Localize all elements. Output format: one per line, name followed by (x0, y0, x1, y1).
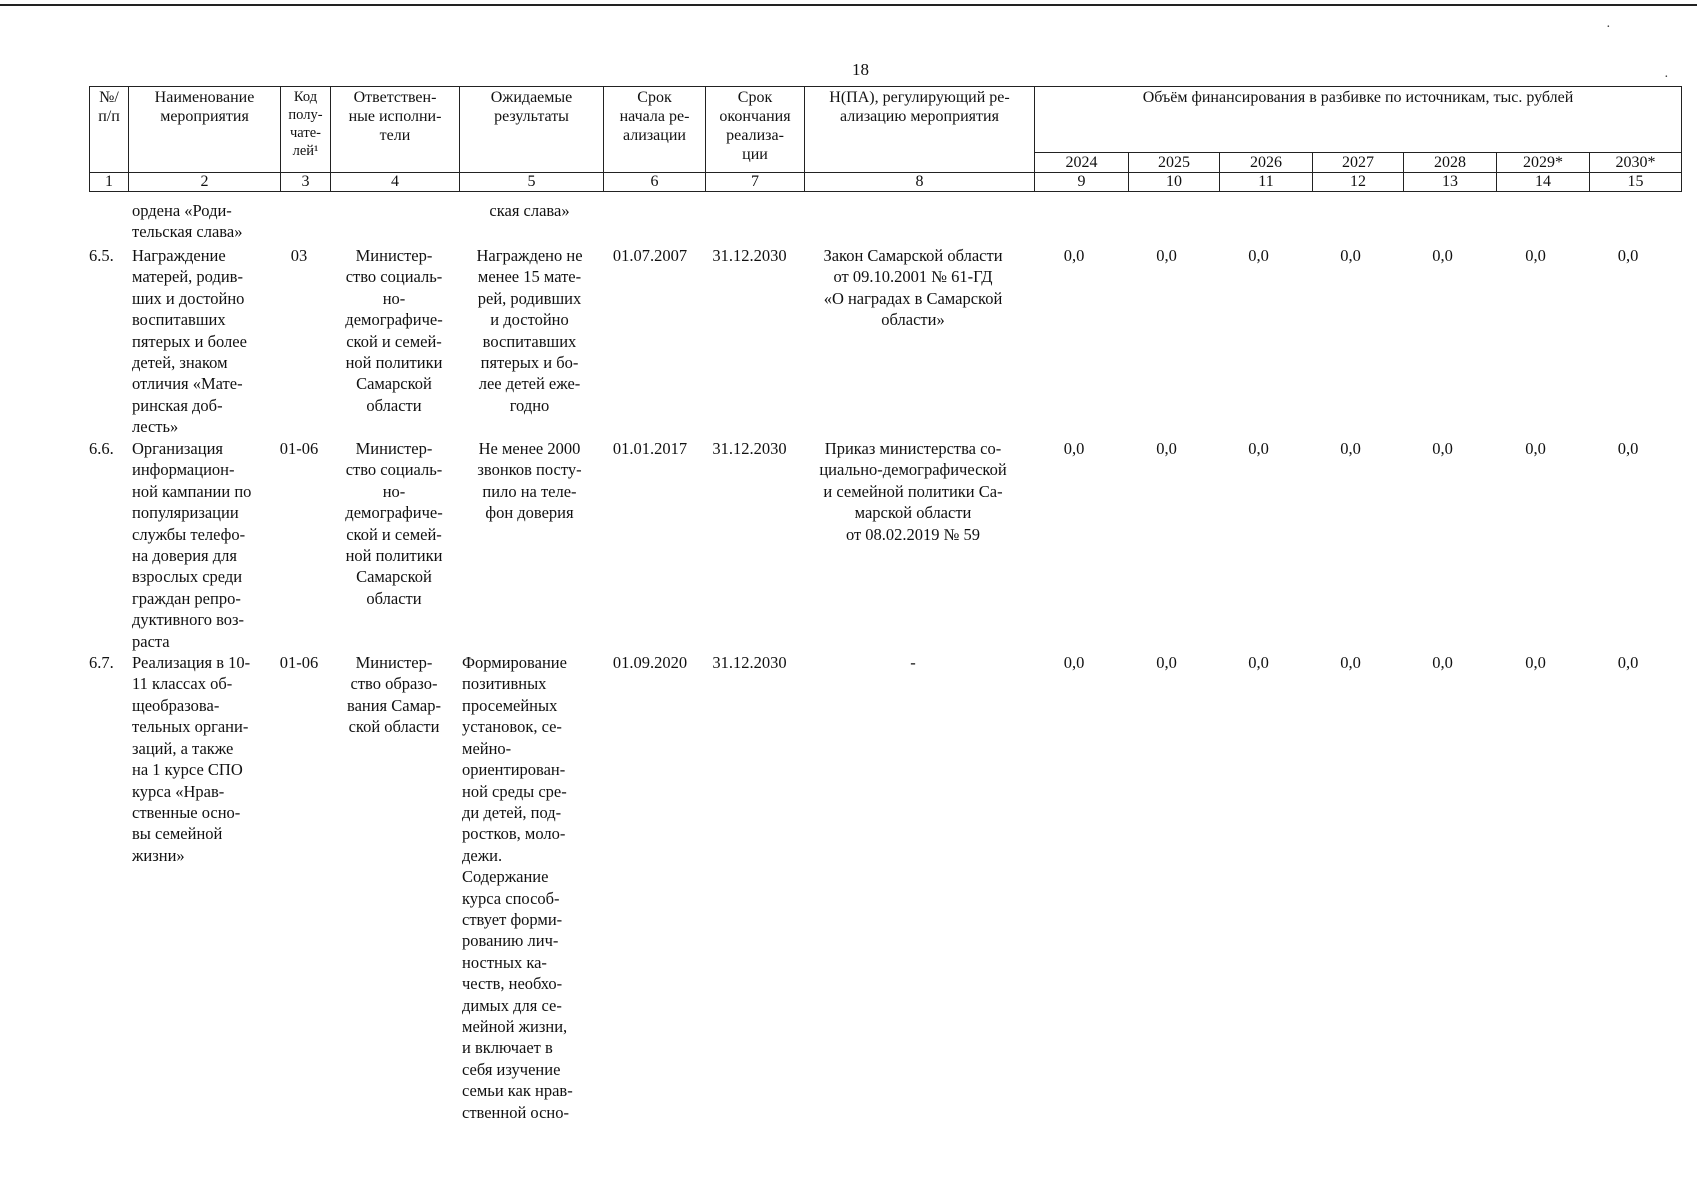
header-npa: Н(ПА), регулирующий ре- ализацию мероприятия (805, 87, 1035, 173)
header-name: Наименование мероприятия (129, 87, 281, 173)
column-number: 2 (129, 173, 281, 192)
column-number: 7 (706, 173, 805, 192)
row-end-date: 31.12.2030 (712, 246, 787, 265)
header-year: 2027 (1313, 153, 1404, 173)
column-number: 15 (1590, 173, 1682, 192)
header-year: 2030* (1590, 153, 1682, 173)
table-row (89, 652, 1674, 1123)
column-number: 10 (1129, 173, 1220, 192)
header-financing: Объём финансирования в разбивке по источникам, тыс. рублей (1035, 87, 1682, 153)
column-number: 12 (1313, 173, 1404, 192)
row-fin-value: 0,0 (1156, 246, 1177, 265)
header-num: №/ п/п (90, 87, 129, 173)
row-code: 01-06 (279, 653, 319, 673)
row-fin-value: 0,0 (1617, 653, 1639, 673)
row-start-date: 01.07.2007 (612, 246, 688, 265)
header-code: Код полу- чате- лей¹ (281, 87, 331, 173)
header-start: Срок начала ре- ализации (604, 87, 706, 173)
row-fin-value: 0,0 (1340, 439, 1361, 458)
table-row (89, 438, 1674, 652)
row-responsible: Министер- ство социаль- но- демографиче- ской и семей- ной политики Самарской области (345, 246, 443, 415)
column-number: 9 (1035, 173, 1129, 192)
table-row (89, 245, 1674, 438)
row-expected: Не менее 2000 звонков посту- пило на теле- фон доверия (477, 439, 582, 523)
table-header (89, 86, 1682, 192)
row-fin-value: 0,0 (1525, 653, 1546, 673)
row-expected: Формирование позитивных просемейных установок, се- мейно- ориентирован- ной среды сре- ди детей, под- ростков, моло- дежи. Содержание курса способ- ствует форми- рованию лич- ностных ка- честв, необхо- димых для се- мейной жизни, и включает в себя изучение семьи как нрав- ственной осно- (462, 653, 573, 1122)
column-number: 4 (331, 173, 460, 192)
column-number: 14 (1497, 173, 1590, 192)
scan-speck: · (1606, 20, 1611, 35)
column-number: 8 (805, 173, 1035, 192)
row-expected: Награждено не менее 15 мате- рей, родивших и достойно воспитавших пятерых и бо- лее детей еже- годно (476, 246, 583, 415)
row-fin-value: 0,0 (1248, 246, 1269, 265)
row-code: 01-06 (279, 439, 319, 458)
row-fin-value: 0,0 (1248, 653, 1269, 673)
row-fin-value: 0,0 (1156, 653, 1177, 673)
row-number: 6.6. (89, 439, 114, 458)
row-fin-value: 0,0 (1156, 439, 1177, 458)
column-number: 11 (1220, 173, 1313, 192)
row-fin-value: 0,0 (1340, 246, 1361, 265)
row-number: 6.5. (89, 246, 114, 265)
row-npa: Приказ министерства со- циально-демографической и семейной политики Са- марской области от 08.02.2019 № 59 (819, 439, 1007, 544)
row-code: 03 (290, 246, 308, 265)
row-fin-value: 0,0 (1063, 246, 1085, 265)
row-end-date: 31.12.2030 (712, 653, 787, 673)
page-number: 18 (852, 60, 869, 79)
row-name: Организация информацион- ной кампании по популяризации службы телефо- на доверия для взрослых среди граждан репро- дуктивного воз- раста (132, 439, 252, 651)
row-start-date: 01.09.2020 (612, 653, 688, 673)
row-fin-value: 0,0 (1063, 653, 1085, 673)
header-year: 2025 (1129, 153, 1220, 173)
header-year: 2028 (1404, 153, 1497, 173)
row-end-date: 31.12.2030 (712, 439, 787, 458)
row-fin-value: 0,0 (1617, 439, 1639, 458)
row-name: Реализация в 10- 11 классах об- щеобразова- тельных органи- заций, а также на 1 курсе СПО курса «Нрав- ственные осно- вы семейной жизни» (132, 653, 251, 865)
row-responsible: Министер- ство образо- вания Самар- ской области (347, 653, 441, 737)
header-year: 2029* (1497, 153, 1590, 173)
scan-speck: · (1664, 70, 1669, 85)
column-number: 1 (90, 173, 129, 192)
row-name: Награждение матерей, родив- ших и достойно воспитавших пятерых и более детей, знаком отличия «Мате- ринская доб- лесть» (132, 246, 247, 437)
row-npa: - (910, 653, 916, 673)
row-fin-value: 0,0 (1063, 439, 1085, 458)
continuation-name: ордена «Роди- тельская слава» (132, 201, 243, 242)
row-fin-value: 0,0 (1525, 246, 1546, 265)
header-year: 2026 (1220, 153, 1313, 173)
row-npa: Закон Самарской области от 09.10.2001 № 61-ГД «О наградах в Самарской области» (823, 246, 1003, 330)
header-year: 2024 (1035, 153, 1129, 173)
row-fin-value: 0,0 (1432, 653, 1453, 673)
row-fin-value: 0,0 (1617, 246, 1639, 265)
header-expected: Ожидаемые результаты (460, 87, 604, 173)
row-fin-value: 0,0 (1525, 439, 1546, 458)
continuation-expected: ская слава» (489, 201, 570, 220)
row-number: 6.7. (89, 653, 114, 673)
row-fin-value: 0,0 (1432, 246, 1453, 265)
table-body (89, 200, 1674, 1123)
header-responsible: Ответствен- ные исполни- тели (331, 87, 460, 173)
row-fin-value: 0,0 (1248, 439, 1269, 458)
column-number: 3 (281, 173, 331, 192)
row-fin-value: 0,0 (1340, 653, 1361, 673)
header-end: Срок окончания реализа- ции (706, 87, 805, 173)
top-border-line (0, 4, 1697, 6)
column-number: 13 (1404, 173, 1497, 192)
row-start-date: 01.01.2017 (612, 439, 688, 458)
column-number: 6 (604, 173, 706, 192)
row-fin-value: 0,0 (1432, 439, 1453, 458)
row-responsible: Министер- ство социаль- но- демографиче- ской и семей- ной политики Самарской области (345, 439, 443, 608)
column-number: 5 (460, 173, 604, 192)
table-row-continuation (89, 200, 1674, 245)
